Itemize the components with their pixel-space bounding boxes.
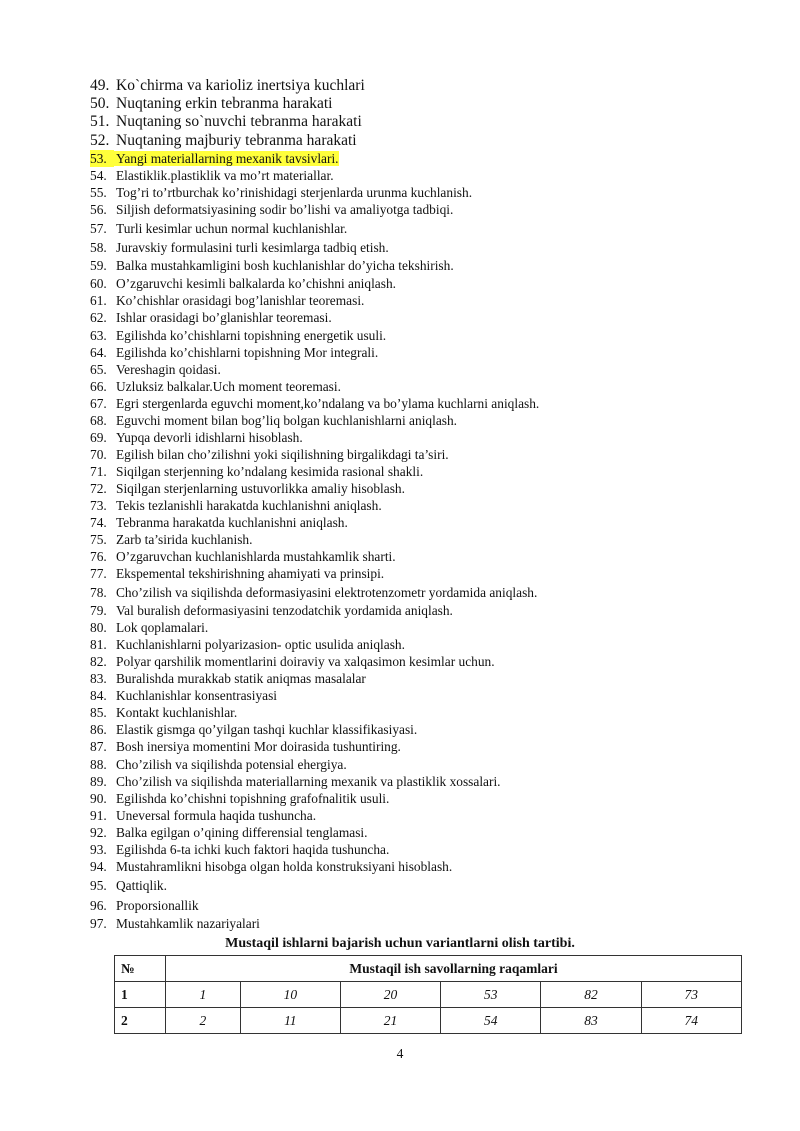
item-text: Ko`chirma va karioliz inertsiya kuchlari [116, 77, 365, 94]
list-item [90, 378, 750, 395]
item-number: 89. [90, 773, 107, 789]
item-text: O’zgaruvchan kuchlanishlarda mustahkamlik sharti. [116, 549, 396, 565]
table-cell: 54 [441, 1008, 541, 1034]
table-title: Mustaqil ishlarni bajarish uchun variantlarni olish tartibi. [225, 936, 575, 951]
list-item [90, 446, 750, 463]
item-number: 63. [90, 327, 107, 343]
item-text: Tog’ri to’rtburchak ko’rinishidagi sterjenlarda urunma kuchlanish. [116, 184, 473, 200]
item-text: Egilishda ko’chishlarni topishning Mor integrali. [116, 344, 379, 360]
item-number: 88. [90, 756, 107, 772]
list-item [90, 841, 750, 858]
table-row [115, 1008, 742, 1034]
item-text: Zarb ta’sirida kuchlanish. [116, 532, 253, 548]
item-number: 54. [90, 167, 107, 183]
item-number: 51. [90, 113, 110, 131]
list-item [90, 167, 750, 184]
item-number: 50. [90, 95, 110, 113]
item-number: 79. [90, 602, 107, 618]
table-cell: 21 [340, 1008, 440, 1034]
item-text: Uzluksiz balkalar.Uch moment teoremasi. [116, 378, 341, 394]
item-text: Tebranma harakatda kuchlanishni aniqlash. [116, 515, 348, 531]
item-text: Polyar qarshilik momentlarini doiraviy va xalqasimon kesimlar uchun. [116, 654, 495, 670]
item-text: Elastiklik.plastiklik va mo’rt materiallar. [116, 167, 334, 183]
item-text: Bosh inersiya momentini Mor doirasida tushuntiring. [116, 739, 401, 755]
item-number: 52. [90, 131, 110, 149]
item-number: 59. [90, 258, 107, 274]
list-item [90, 548, 750, 565]
item-text: Balka egilgan o’qining differensial tenglamasi. [116, 824, 368, 840]
list-item [90, 790, 750, 807]
item-text: O’zgaruvchi kesimli balkalarda ko’chishni aniqlash. [116, 276, 397, 292]
item-text: Kuchlanishlarni polyarizasion- optic usulida aniqlash. [116, 637, 405, 653]
item-text: Vereshagin qoidasi. [116, 361, 221, 377]
item-text: Val buralish deformasiyasini tenzodatchik yordamida aniqlash. [116, 602, 453, 618]
list-item [90, 184, 750, 201]
list-item [90, 201, 750, 219]
list-item [90, 344, 750, 361]
table-cell: 73 [641, 982, 741, 1008]
item-text: Egilish bilan cho’zilishni yoki siqilishning birgalikdagi ta’siri. [116, 446, 449, 462]
list-item-highlighted [90, 150, 750, 167]
item-text: Egilishda 6-ta ichki kuch faktori haqida tushuncha. [116, 841, 390, 857]
item-text: Turli kesimlar uchun normal kuchlanishlar. [116, 221, 348, 237]
list-item [90, 670, 750, 687]
item-number: 83. [90, 671, 107, 687]
table-cell: 11 [240, 1008, 340, 1034]
list-item [90, 480, 750, 497]
item-number: 57. [90, 221, 107, 237]
item-number: 91. [90, 807, 107, 823]
item-text: Mustahramlikni hisobga olgan holda konstruksiyani hisoblash. [116, 858, 453, 874]
list-item [90, 77, 750, 95]
item-text: Mustahkamlik nazariyalari [116, 916, 260, 932]
item-text: Uneversal formula haqida tushuncha. [116, 807, 317, 823]
list-item [90, 858, 750, 876]
item-text: Kuchlanishlar konsentrasiyasi [116, 688, 278, 704]
item-number: 75. [90, 532, 107, 548]
item-text: Buralishda murakkab statik aniqmas masalalar [116, 671, 366, 687]
item-number: 56. [90, 201, 107, 217]
list-item [90, 756, 750, 773]
list-item [90, 309, 750, 326]
item-text: Qattiqlik. [116, 878, 167, 894]
item-number: 62. [90, 310, 107, 326]
list-item [90, 721, 750, 738]
list-item [90, 687, 750, 704]
list-item [90, 95, 750, 113]
list-item [90, 239, 750, 257]
item-number: 70. [90, 446, 107, 462]
item-text: Ekspemental tekshirishning ahamiyati va prinsipi. [116, 566, 385, 582]
item-text: Nuqtaning erkin tebranma harakati [116, 95, 333, 113]
list-item [90, 896, 750, 916]
item-number: 86. [90, 722, 107, 738]
item-number: 55. [90, 184, 107, 200]
table-cell: 1 [166, 982, 241, 1008]
item-text: Siqilgan sterjenlarning ustuvorlikka amaliy hisoblash. [116, 481, 405, 497]
item-text: Egilishda ko’chishlarni topishning energetik usuli. [116, 327, 387, 343]
item-number: 93. [90, 841, 107, 857]
item-number: 87. [90, 739, 107, 755]
item-number: 84. [90, 688, 107, 704]
item-number: 67. [90, 395, 107, 411]
list-item [90, 463, 750, 480]
item-number: 49. [90, 77, 110, 94]
item-number: 95. [90, 878, 107, 894]
item-number: 58. [90, 239, 107, 255]
list-item [90, 292, 750, 309]
list-item [90, 738, 750, 755]
item-number: 65. [90, 361, 107, 377]
item-text: Cho’zilish va siqilishda materiallarning mexanik va plastiklik xossalari. [116, 773, 501, 789]
list-item [90, 275, 750, 292]
list-item [90, 327, 750, 344]
item-number: 60. [90, 276, 107, 292]
item-number: 82. [90, 654, 107, 670]
item-number: 69. [90, 429, 107, 445]
list-item [90, 361, 750, 378]
item-text: Elastik gismga qo’yilgan tashqi kuchlar klassifikasiyasi. [116, 722, 418, 738]
header-number: № [115, 956, 166, 982]
list-item [90, 773, 750, 790]
list-item [90, 636, 750, 653]
item-number: 92. [90, 824, 107, 840]
table-cell: 82 [541, 982, 641, 1008]
table-cell: 2 [166, 1008, 241, 1034]
table-cell: 10 [240, 982, 340, 1008]
item-number: 85. [90, 705, 107, 721]
item-number: 72. [90, 481, 107, 497]
list-item [90, 531, 750, 548]
item-text: Siqilgan sterjenning ko’ndalang kesimida rasional shakli. [116, 464, 424, 480]
item-number: 96. [90, 897, 107, 913]
item-text: Cho’zilish va siqilishda deformasiyasini elektrotenzometr yordamida aniqlash. [116, 584, 538, 600]
item-number: 53. [90, 150, 114, 167]
row-number: 1 [115, 982, 166, 1008]
item-number: 80. [90, 620, 107, 636]
item-number: 68. [90, 412, 107, 428]
list-item [90, 257, 750, 275]
item-number: 64. [90, 344, 107, 360]
table-cell: 53 [441, 982, 541, 1008]
item-text: Proporsionallik [116, 897, 199, 913]
row-number: 2 [115, 1008, 166, 1034]
item-text: Kontakt kuchlanishlar. [116, 705, 238, 721]
list-item [90, 132, 750, 150]
item-number: 97. [90, 916, 107, 932]
list-item [90, 602, 750, 619]
list-item [90, 653, 750, 670]
variants-table [114, 955, 742, 1034]
list-item [90, 429, 750, 446]
item-number: 81. [90, 637, 107, 653]
item-number: 66. [90, 378, 107, 394]
item-text: Ko’chishlar orasidagi bog’lanishlar teoremasi. [116, 293, 365, 309]
list-item [90, 915, 750, 933]
table-header-row [115, 956, 742, 982]
item-text: Juravskiy formulasini turli kesimlarga tadbiq etish. [116, 239, 389, 255]
item-text: Balka mustahkamligini bosh kuchlanishlar do’yicha tekshirish. [116, 258, 454, 274]
list-item [90, 565, 750, 583]
page-number: 4 [396, 1046, 404, 1061]
item-text: Yangi materiallarning mexanik tavsivlari. [116, 150, 339, 166]
list-item [90, 876, 750, 896]
item-text: Cho’zilish va siqilishda potensial ehergiya. [116, 756, 347, 772]
item-number: 94. [90, 858, 107, 874]
list-item [90, 395, 750, 412]
item-text: Nuqtaning majburiy tebranma harakati [116, 131, 357, 149]
item-number: 74. [90, 515, 107, 531]
list-item [90, 824, 750, 841]
item-number: 71. [90, 464, 107, 480]
list-item [90, 497, 750, 514]
table-cell: 20 [340, 982, 440, 1008]
topic-list [90, 77, 750, 934]
item-number: 73. [90, 498, 107, 514]
list-item [90, 584, 750, 602]
item-text: Lok qoplamalari. [116, 620, 209, 636]
list-item [90, 704, 750, 721]
item-number: 90. [90, 790, 107, 806]
list-item [90, 219, 750, 239]
item-text: Ishlar orasidagi bo’glanishlar teoremasi. [116, 310, 332, 326]
item-text: Egilishda ko’chishni topishning grafofnalitik usuli. [116, 790, 390, 806]
list-item [90, 412, 750, 429]
list-item [90, 113, 750, 131]
item-number: 61. [90, 293, 107, 309]
table-cell: 83 [541, 1008, 641, 1034]
item-text: Siljish deformatsiyasining sodir bo’lishi va amaliyotga tadbiqi. [116, 201, 454, 217]
item-number: 76. [90, 549, 107, 565]
item-text: Nuqtaning so`nuvchi tebranma harakati [116, 113, 362, 131]
item-text: Eguvchi moment bilan bog’liq bolgan kuchlanishlarni aniqlash. [116, 412, 458, 428]
item-number: 78. [90, 584, 107, 600]
header-questions: Mustaqil ish savollarning raqamlari [166, 956, 742, 982]
list-item [90, 807, 750, 824]
table-cell: 74 [641, 1008, 741, 1034]
list-item [90, 619, 750, 636]
item-text: Tekis tezlanishli harakatda kuchlanishni aniqlash. [116, 498, 382, 514]
item-text: Egri stergenlarda eguvchi moment,ko’ndalang va bo’ylama kuchlarni aniqlash. [116, 395, 540, 411]
list-item [90, 514, 750, 531]
table-row [115, 982, 742, 1008]
item-number: 77. [90, 566, 107, 582]
item-text: Yupqa devorli idishlarni hisoblash. [116, 429, 303, 445]
